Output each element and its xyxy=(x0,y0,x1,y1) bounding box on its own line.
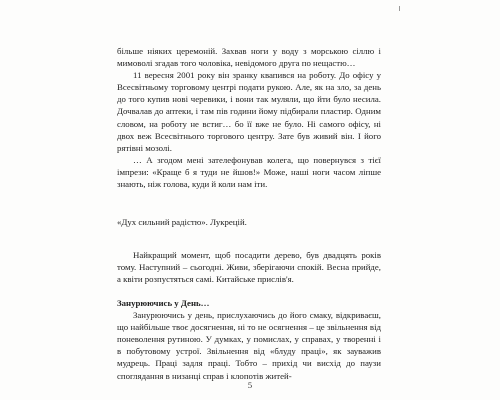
text-block-story xyxy=(117,45,381,190)
text-block-section xyxy=(117,297,381,382)
paragraph-lucretius-quote: «Дух сильний радістю». Лукрецій. xyxy=(117,217,247,227)
paragraph-immersing: Занурюючись у день, прислухаючись до його смаку, відкриваєш, що найбільше твоє досягнення, ні то не осягнення – це звільнення від поневолення рутиною. У думках, у помислах, у справах, у творенні і в побутовому устрої. Звільнення від «блуду праці», як зауважив мудрець. Праці задля праці. Тобто – прихід чи висхід до паузи споглядання в низанці справ і клопотів житей- xyxy=(117,310,381,381)
paragraph-september-11: 11 вересня 2001 року він зранку квапився на роботу. До офісу у Всесвітньому торговому центрі подати рукою. Але, як на зло, за день до того купив нові черевики, і вони так муляли, що йти було несила. Дочвалав до аптеки, і там пів години йому підбирали пластир. Одним словом, на роботу не встиг… бо її вже не було. Ні самого офісу, ні двох веж Всесвітнього торгового центру. Зате був живий він. І його рятівні мозолі. xyxy=(117,70,381,153)
section-heading: Занурюючись у День… xyxy=(117,298,210,308)
paragraph-continuation: більше ніяких церемоній. Захвав ноги у воду з морською сіллю і мимоволі згадав того чоловіка, невідомого друга по нещастю… xyxy=(117,46,381,69)
text-block-quote xyxy=(117,216,381,228)
text-block-proverb xyxy=(117,249,381,285)
page-number: 5 xyxy=(247,380,253,390)
page-edge-mark xyxy=(399,6,400,11)
paragraph-colleague: … А згодом мені зателефонував колега, що повернувся з тієї імпрези: «Краще б я туди не йшов!» Може, наші ноги часом ліпше знають, ніж голова, куди й коли нам іти. xyxy=(117,154,381,190)
paragraph-chinese-proverb: Найкращий момент, щоб посадити дерево, був двадцять років тому. Наступний – сьогодні. Живи, зберігаючи спокій. Весна прийде, а квіти розпустяться самі. Китайське прислів'я. xyxy=(117,250,381,285)
